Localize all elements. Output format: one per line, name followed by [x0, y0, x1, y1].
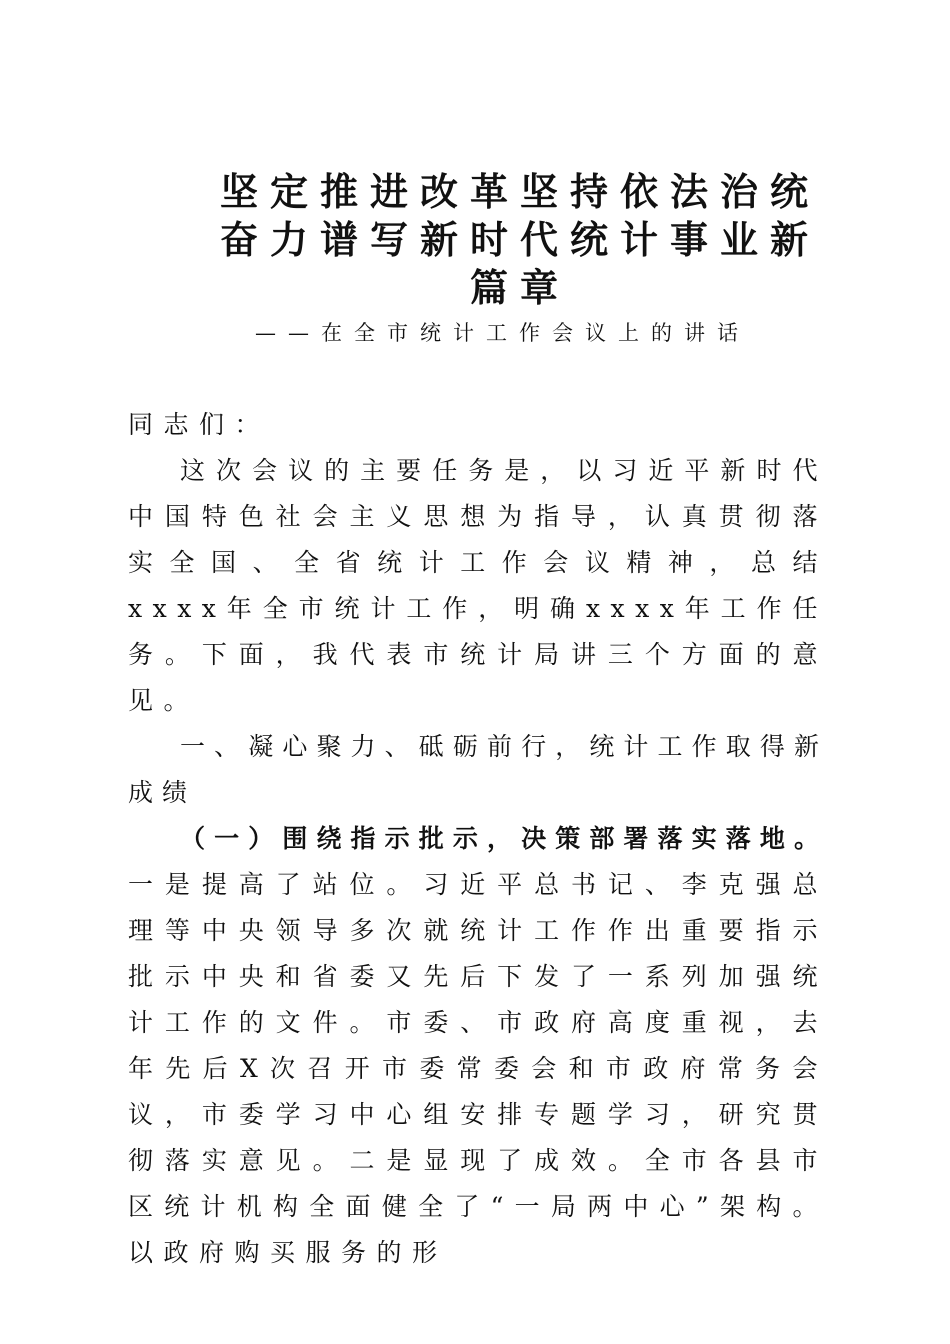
document-title [200, 168, 840, 312]
intro-paragraph: 这次会议的主要任务是，以习近平新时代中国特色社会主义思想为指导，认真贯彻落实全国、全省统计工作会议精神，总结xxxx年全市统计工作，明确xxxx年工作任务。下面，我代表市统计局讲三个方面的意见。 [128, 456, 828, 715]
subsection-one-lead: （一）围绕指示批示，决策部署落实落地。 [180, 824, 828, 853]
subsection-one-paragraph [128, 816, 828, 1276]
salutation: 同志们： [128, 410, 271, 439]
document-body [128, 402, 828, 1276]
subsection-one-text: 一是提高了站位。习近平总书记、李克强总理等中央领导多次就统计工作作出重要指示批示中央和省委又先后下发了一系列加强统计工作的文件。市委、市政府高度重视，去年先后X次召开市委常委会和市政府常务会议，市委学习中心组安排专题学习，研究贯彻落实意见。二是显现了成效。全市各县市区统计机构全面健全了“一局两中心”架构。以政府购买服务的形 [128, 870, 828, 1267]
section-one-heading: 一、凝心聚力、砥砺前行，统计工作取得新成绩 [128, 732, 828, 807]
title-line-3: 篇章 [469, 266, 570, 310]
title-line-1: 坚定推进改革坚持依法治统 [219, 170, 820, 214]
title-line-2: 奋力谱写新时代统计事业新 [219, 218, 820, 262]
document-subtitle: ——在全市统计工作会议上的讲话 [255, 321, 750, 345]
